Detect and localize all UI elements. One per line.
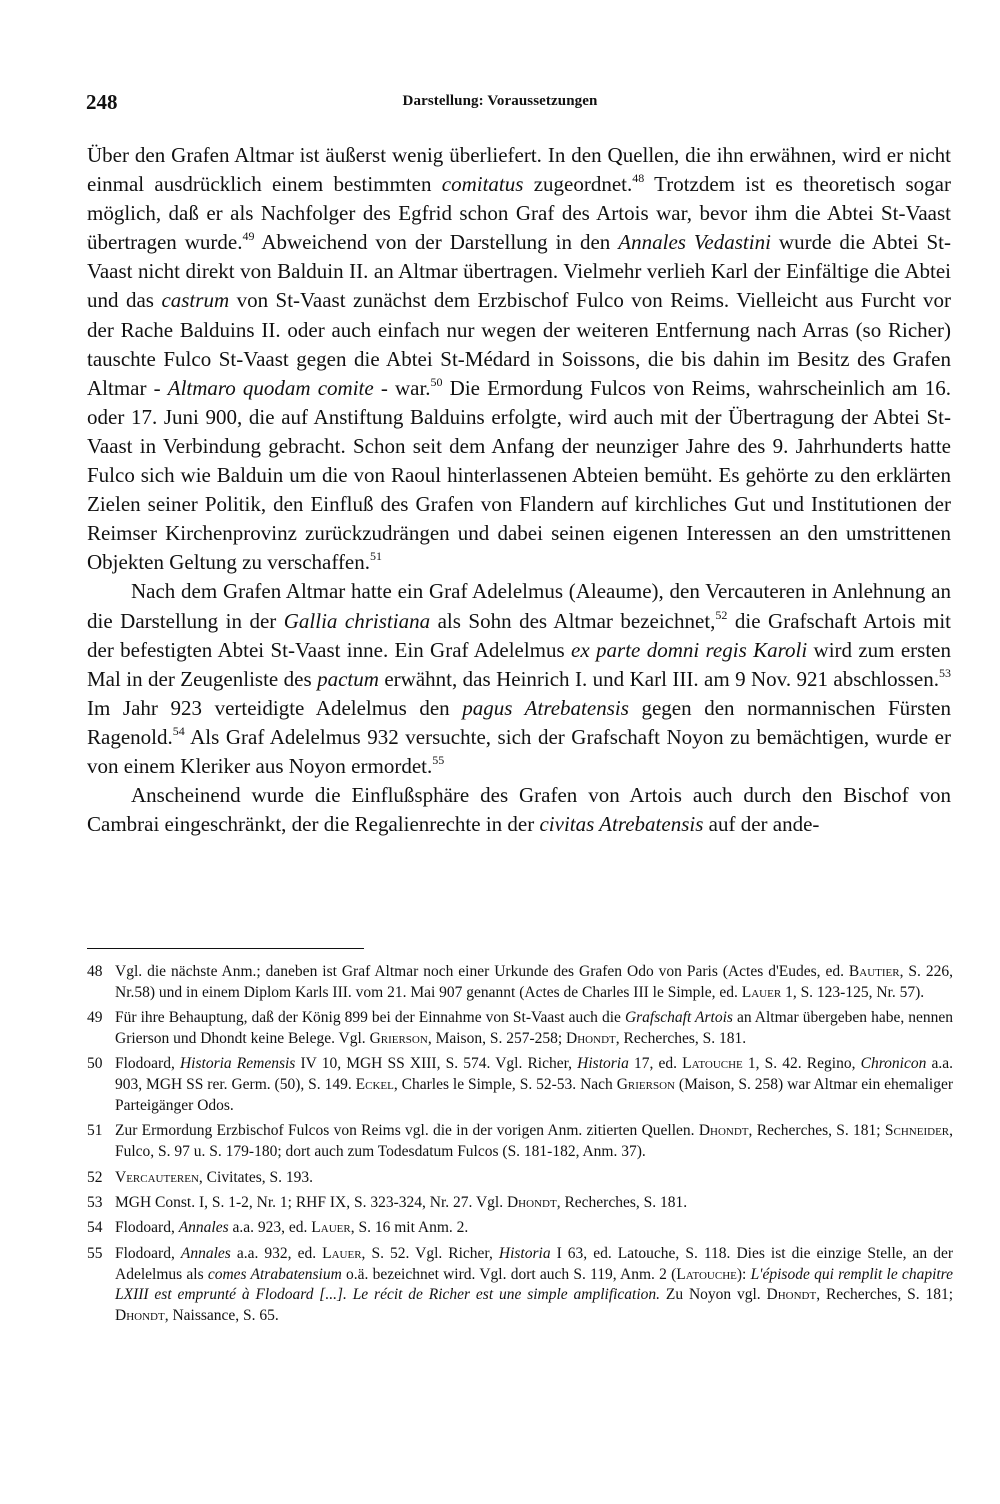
footnote-ref: 55 [432, 752, 445, 767]
text-run: ): [736, 1265, 751, 1283]
text-run: Vgl. die nächste Anm.; daneben ist Graf Altmar noch einer Urkunde des Grafen Odo von Paris (Actes d'Eudes, ed. [115, 963, 849, 980]
text-run: , S. 52. Vgl. Richer, [361, 1244, 499, 1262]
footnote-ref: 53 [939, 665, 951, 680]
footnote [87, 1121, 953, 1163]
text-run: Nach dem Grafen Altmar hatte ein Graf Adelelmus (Aleaume), den Vercauteren in Anlehnung an die Darstellung in der [87, 579, 951, 633]
text-run: , Fulco, S. 97 u. S. 179-180; dort auch zum Todesdatum Fulcos (S. 181-182, Anm. 37). [115, 1122, 954, 1161]
text-run: , Recherches, S. 181. [615, 1029, 747, 1047]
small-caps-run: Eckel [355, 1076, 394, 1094]
italic-run: L'épisode qui remplit le chapitre LXIII est emprunté à Flodoard [...]. Le récit de Richer est une simple amplification. [115, 1265, 954, 1304]
text-run: Flodoard, [115, 1219, 179, 1237]
text-run: wird zum ersten Mal in der Zeugenliste des [87, 637, 952, 691]
text-run: an Altmar übergeben habe, nennen Grierson und Dhondt keine Belege. Vgl. [115, 1009, 954, 1047]
small-caps-run: Dhondt [115, 1307, 165, 1325]
footnote-ref: 51 [370, 549, 383, 564]
footnote-number: 54 [87, 1219, 103, 1237]
text-run: Abweichend von der Darstellung in den [254, 230, 619, 255]
footnote [87, 1054, 953, 1116]
small-caps-run: Grierson [369, 1029, 428, 1047]
italic-run: Chronicon [860, 1055, 927, 1073]
footnote [87, 1193, 953, 1214]
footnote-ref: 52 [715, 607, 728, 622]
italic-run: comes Atrabatensium [207, 1265, 342, 1283]
small-caps-run: Latouche [676, 1265, 737, 1283]
text-run: , Naissance, S. 65. [164, 1307, 279, 1325]
text-run: , Civitates, S. 193. [198, 1168, 314, 1186]
small-caps-run: Vercauteren [115, 1168, 199, 1186]
italic-run: Gallia christiana [283, 608, 431, 633]
small-caps-run: Schneider [884, 1122, 950, 1140]
text-run: Flodoard, [115, 1244, 181, 1262]
small-caps-run: Dhondt [698, 1122, 749, 1140]
text-run: gegen den normannischen Fürsten Ragenold. [87, 695, 951, 749]
text-run: Für ihre Behauptung, daß der König 899 bei der Einnahme von St-Vaast auch die [115, 1009, 625, 1027]
italic-run: Grafschaft Artois [624, 1009, 733, 1027]
text-run: I 63, ed. Latouche, S. 118. Dies ist die einzige Stelle, an der Adelelmus als [115, 1244, 954, 1283]
text-run: erwähnt, das Heinrich I. und Karl III. am 9 Nov. 921 abschlossen. [378, 666, 939, 691]
footnote-number: 51 [87, 1122, 103, 1140]
text-run: - war. [373, 375, 431, 400]
italic-run: comitatus [441, 172, 524, 197]
text-run: Als Graf Adelelmus 932 versuchte, sich der Grafschaft Noyon zu bemächtigen, wurde er von einem Kleriker aus Noyon ermordet. [87, 724, 951, 778]
text-run: (Maison, S. 258) war Altmar ein ehemaliger Parteigänger Odos. [115, 1076, 953, 1114]
italic-run: pactum [317, 666, 379, 691]
text-run: die Grafschaft Artois mit der befestigten Abtei St-Vaast inne. Ein Graf Adelelmus [87, 608, 951, 662]
footnote-ref: 54 [172, 723, 185, 738]
small-caps-run: Grierson [616, 1076, 675, 1094]
small-caps-run: Lauer [741, 983, 782, 1001]
text-run: IV 10, MGH SS XIII, S. 574. Vgl. Richer, [295, 1055, 578, 1073]
text-run: als Sohn des Altmar bezeichnet, [430, 608, 716, 633]
text-run: MGH Const. I, S. 1-2, Nr. 1; RHF IX, S. 323-324, Nr. 27. Vgl. [115, 1193, 507, 1211]
text-run: a.a. 903, MGH SS rer. Germ. (50), S. 149. [115, 1055, 953, 1094]
small-caps-run: Lauer [311, 1219, 351, 1237]
small-caps-run: Latouche [682, 1055, 743, 1073]
small-caps-run: Dhondt [506, 1193, 557, 1211]
footnote-ref: 48 [632, 171, 645, 186]
italic-run: Annales Vedastini [618, 230, 771, 255]
text-run: a.a. 923, ed. [228, 1219, 312, 1237]
text-run: 1, S. 42. Regino, [742, 1055, 861, 1073]
footnote-ref: 50 [430, 374, 443, 389]
text-run: , S. 16 mit Anm. 2. [350, 1219, 469, 1237]
italic-run: Altmaro quodam comite [167, 375, 374, 400]
footnote-number: 52 [87, 1168, 103, 1186]
small-caps-run: Bautier [848, 963, 900, 980]
body-text [87, 141, 951, 839]
text-run: Die Ermordung Fulcos von Reims, wahrscheinlich am 16. oder 17. Juni 900, die auf Anstiftung Balduins erfolgte, wird auch mit der Übertragung der Abtei St-Vaast in Verbindung gebracht. Schon seit dem Anfang der neunziger Jahre des 9. Jahrhunderts hatte Fulco sich wie Balduin um die von Raoul hinterlassenen Abteien bemüht. Es gehörte zu den erklärten Zielen seiner Politik, den Einfluß des Grafen von Flandern auf kirchliches Gut und Institutionen der Reimser Kirchenprovinz zurückzudrängen und dabei seinen eigenen Interessen an den umstrittenen Objekten Geltung zu verschaffen. [87, 375, 952, 575]
text-run: , Charles le Simple, S. 52-53. Nach [393, 1076, 617, 1094]
footnote [87, 1244, 953, 1327]
text-run: , Recherches, S. 181. [556, 1193, 688, 1211]
text-run: , S. 226, Nr.58) und in einem Diplom Karls III. vom 21. Mai 907 genannt (Actes de Charles III le Simple, ed. [115, 963, 953, 1001]
text-run: , Recherches, S. 181; [816, 1286, 953, 1304]
italic-run: Historia Remensis [179, 1055, 296, 1073]
footnote-number: 50 [87, 1055, 103, 1073]
footnote [87, 962, 953, 1004]
text-run: , Maison, S. 257-258; [427, 1029, 567, 1047]
italic-run: Annales [180, 1244, 231, 1262]
footnote [87, 1218, 953, 1239]
body-paragraph [87, 577, 951, 781]
italic-run: Historia [498, 1244, 551, 1262]
footnote-number: 55 [87, 1244, 103, 1262]
page-number: 248 [86, 90, 118, 114]
text-run: zugeordnet. [523, 172, 633, 197]
text-run: Anscheinend wurde die Einflußsphäre des Grafen von Artois auch durch den Bischof von Cambrai eingeschränkt, der die Regalienrechte in der [87, 783, 951, 837]
text-run: Trotzdem ist es theoretisch sogar möglich, daß er als Nachfolger des Egfrid schon Graf des Artois war, bevor ihm die Abtei St-Vaast übertragen wurde. [87, 172, 951, 255]
italic-run: ex parte domni regis Karoli [571, 637, 808, 662]
footnote-ref: 49 [242, 229, 255, 244]
small-caps-run: Dhondt [566, 1029, 616, 1047]
text-run: , Recherches, S. 181; [748, 1122, 885, 1140]
text-run: wurde die Abtei St-Vaast nicht direkt von Balduin II. an Altmar übertragen. Vielmehr verlieh Karl der Einfältige die Abtei und das [87, 230, 952, 313]
small-caps-run: Lauer [322, 1244, 362, 1262]
body-paragraph [87, 781, 951, 839]
footnote [87, 1168, 953, 1189]
text-run: von St-Vaast zunächst dem Erzbischof Fulco von Reims. Vielleicht aus Furcht vor der Rache Balduins II. oder auch einfach nur wegen der weiteren Entfernung nach Arras (so Richer) tauschte Fulco St-Vaast gegen die Abtei St-Médard in Soissons, die bis dahin im Besitz des Grafen Altmar - [87, 288, 952, 400]
italic-run: pagus Atrebatensis [462, 695, 629, 720]
text-run: 17, ed. [628, 1055, 683, 1073]
text-run: Flodoard, [115, 1055, 180, 1073]
footnotes [87, 962, 953, 1332]
text-run: a.a. 932, ed. [230, 1244, 323, 1262]
text-run: Zur Ermordung Erzbischof Fulcos von Reims vgl. die in der vorigen Anm. zitierten Quellen. [115, 1122, 699, 1140]
italic-run: castrum [161, 288, 230, 313]
footnote [87, 1008, 953, 1050]
text-run: 1, S. 123-125, Nr. 57). [781, 983, 925, 1001]
italic-run: civitas Atrebatensis [539, 812, 704, 837]
running-head: Darstellung: Voraussetzungen [402, 93, 598, 109]
footnote-number: 53 [87, 1193, 103, 1211]
footnote-number: 49 [87, 1009, 103, 1027]
text-run: Über den Grafen Altmar ist äußerst wenig überliefert. In den Quellen, die ihn erwähnen, wird er nicht einmal ausdrücklich einem bestimmten [87, 143, 951, 197]
footnote-rule [87, 948, 364, 949]
text-run: Zu Noyon vgl. [660, 1286, 767, 1304]
small-caps-run: Dhondt [766, 1286, 817, 1304]
italic-run: Annales [178, 1219, 229, 1237]
body-paragraph [87, 141, 951, 577]
footnote-number: 48 [87, 963, 103, 980]
text-run: auf der ande- [703, 812, 820, 837]
text-run: o.ä. bezeichnet wird. Vgl. dort auch S. 119, Anm. 2 ( [341, 1265, 677, 1283]
italic-run: Historia [577, 1055, 629, 1073]
text-run: Im Jahr 923 verteidigte Adelelmus den [87, 695, 463, 720]
